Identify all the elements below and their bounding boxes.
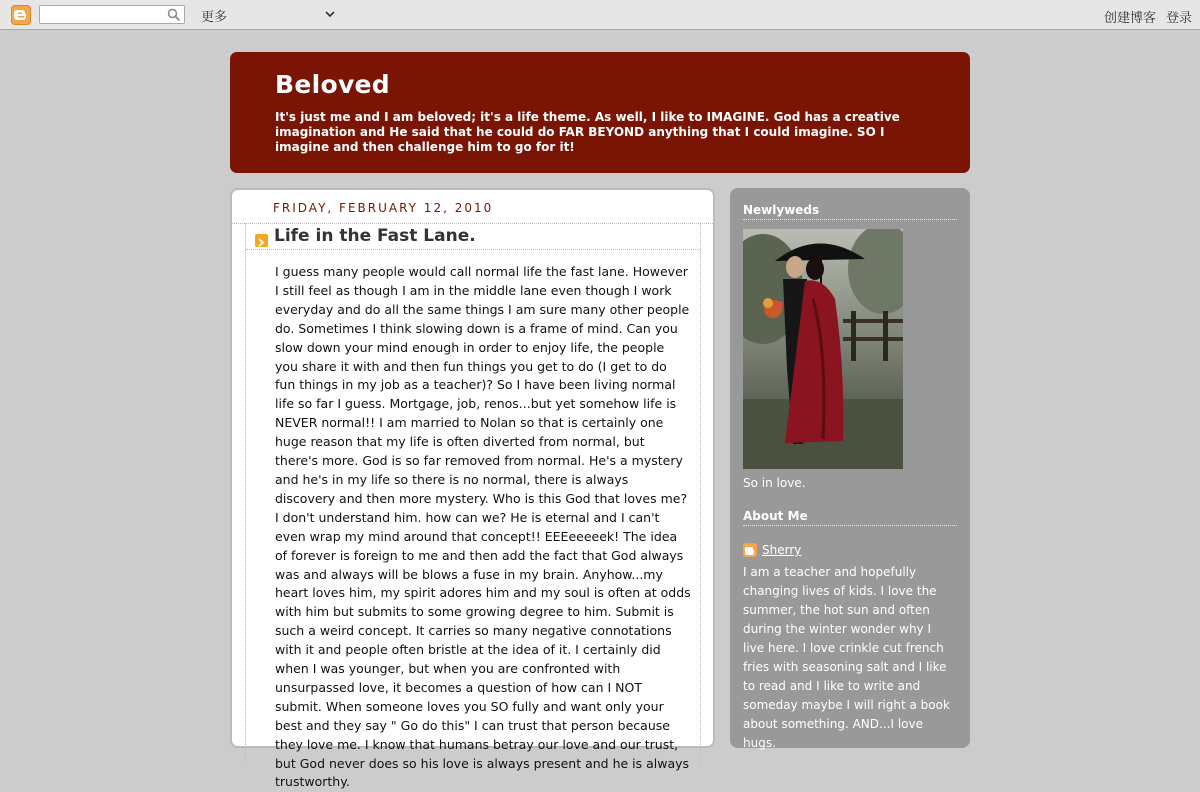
about-widget-title: About Me [743,509,957,526]
post [245,223,701,790]
photo-caption: So in love. [743,476,806,490]
more-dropdown[interactable] [201,6,337,24]
more-label: 更多 [201,10,228,25]
blog-description: It's just me and I am beloved; it's a life theme. As well, I like to IMAGINE. God has a creative imagination and He said that he could do FAR BEYOND anything that I could imagine. SO I imagine and then challenge him to go for it! [275,110,900,154]
blog-search-box [39,5,185,24]
blogger-logo-icon[interactable] [11,5,31,25]
blog-header [230,52,970,173]
main-column [230,188,715,790]
post-arrow-icon [255,234,268,247]
newlyweds-widget-title: Newlyweds [743,203,957,220]
profile-name-link[interactable]: Sherry [762,543,802,557]
search-input[interactable] [40,9,160,26]
newlyweds-photo [743,229,903,469]
about-text: I am a teacher and hopefully changing lives of kids. I love the summer, the hot sun and often during the winter wonder why I live here. I love crinkle cut french fries with seasoning salt and I like to read and I like to write and someday maybe I will right a book about something. AND...I love hugs. [743,565,950,750]
search-icon[interactable] [167,8,181,22]
login-link[interactable]: 登录 [1165,11,1192,26]
blogger-navbar [0,0,1200,30]
sidebar [730,188,970,748]
post-date: FRIDAY, FEBRUARY 12, 2010 [273,201,494,215]
blog-title[interactable]: Beloved [275,70,391,99]
post-body: I guess many people would call normal life the fast lane. However I still feel as though I am in the middle lane even though I work everyday and do all the same things I am sure many other people do. Sometimes I think slowing down is a frame of mind. Can you slow down your mind enough in order to enjoy life, the people you share it with and then fun things you get to do (I get to do fun things in my job as a teacher)? So I have been living normal life so far I guess. Mortgage, job, renos...but yet somehow life is NEVER normal!! I am married to Nolan so that is certainly one huge reason that my life is often diverted from normal, but there's more. God is so far removed from normal. He's a mystery and he's in my life so there is no normal, there is always discovery and then more mystery. Who is this God that loves me? I don't understand him. how can we? He is eternal and I can't even wrap my mind around that concept!! EEEeeeeek! The idea of forever is foreign to me and then add the fact that God always was and always will be blows a fuse in my brain. Anyhow...my heart loves him, my spirit adores him and my soul is often at odds with him but submits to some growing degree to him. Submit is such a weird concept. It carries so many negative connotations with it and people often bristle at the idea of it. I certainly did when I was younger, but when you are confronted with unsurpassed love, it becomes a question of how can I NOT submit. When someone loves you SO fully and want only your best and they say " Go do this" I can trust that person because they love me. I know that humans betray our love and our trust, but God never does so his love is always present and he is always trustworthy. [275,264,691,790]
post-title-row [246,223,700,250]
profile-row [743,543,801,557]
post-title[interactable]: Life in the Fast Lane. [274,226,476,246]
blogger-profile-icon [743,543,757,557]
chevron-down-icon [325,7,335,21]
create-blog-link[interactable]: 创建博客 [1103,11,1156,26]
